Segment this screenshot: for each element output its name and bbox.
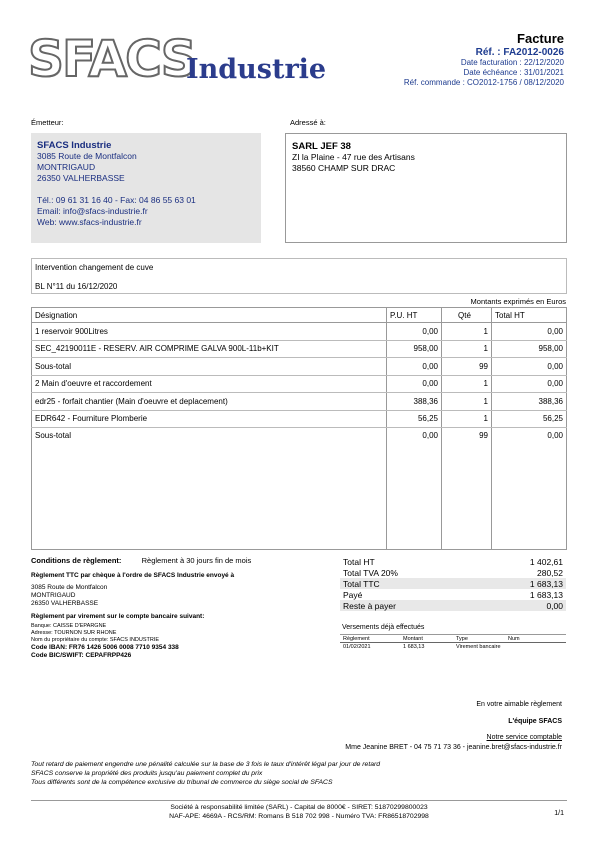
- total-value: 1 402,61: [529, 556, 563, 567]
- total-label: Total TVA 20%: [343, 567, 398, 578]
- cheque-title: Règlement TTC par chèque à l'ordre de SFACS Industrie envoyé à: [31, 572, 235, 579]
- emetteur-label: Émetteur:: [31, 118, 64, 127]
- cell-designation: edr25 - forfait chantier (Main d'oeuvre et deplacement): [32, 393, 387, 411]
- cell-qte: 1: [442, 340, 492, 358]
- vers-col-montant: Montant: [400, 635, 453, 643]
- cell-designation: SEC_42190011E - RESERV. AIR COMPRIME GALVA 900L-11b+KIT: [32, 340, 387, 358]
- cell-qte: 99: [442, 358, 492, 376]
- conditions-label: Conditions de règlement:: [31, 556, 122, 565]
- cell-qte: 99: [442, 428, 492, 550]
- ref-commande: Réf. commande : CO2012-1756 / 08/12/2020: [403, 78, 564, 87]
- cell-pu: 0,00: [387, 358, 442, 376]
- table-row: [32, 393, 567, 411]
- page-number: 1/1: [554, 810, 564, 817]
- table-row: [340, 643, 566, 651]
- banque-adresse: Adresse: TOURNON SUR RHONE: [31, 630, 117, 636]
- destinataire-name: SARL JEF 38: [292, 141, 351, 152]
- legal-line1: Tout retard de paiement engendre une pénalité calculée sur la base de 3 fois le taux d'intérêt légal par jour de retard: [31, 761, 381, 768]
- cell-total: 0,00: [492, 358, 567, 376]
- compte-proprietaire: Nom du propriétaire du compte: SFACS INDUSTRIE: [31, 637, 160, 643]
- date-facturation: Date facturation : 22/12/2020: [460, 58, 564, 67]
- signature-line1: En votre aimable règlement: [476, 701, 562, 708]
- cell-designation: Sous-total: [32, 358, 387, 376]
- conditions-value: Règlement à 30 jours fin de mois: [141, 556, 252, 565]
- cell-total: 0,00: [492, 428, 567, 550]
- col-qte: Qté: [442, 308, 492, 323]
- table-row: [32, 340, 567, 358]
- total-value: 1 683,13: [478, 578, 566, 589]
- cell-qte: 1: [442, 323, 492, 341]
- destinataire-label: Adressé à:: [290, 118, 326, 127]
- cell-designation: EDR642 - Fourniture Plomberie: [32, 410, 387, 428]
- table-row: [32, 428, 567, 550]
- total-label: Total HT: [343, 556, 375, 567]
- cell-qte: 1: [442, 410, 492, 428]
- totals-row: [340, 556, 566, 567]
- total-label: Payé: [343, 589, 363, 600]
- cell-total: 0,00: [492, 323, 567, 341]
- vers-cell: 01/02/2021: [343, 643, 371, 650]
- footer-line2: NAF-APE: 4669A - RCS/RM: Romans B 518 702 998 - Numéro TVA: FR86518702998: [169, 813, 429, 820]
- emetteur-address1: 3085 Route de Montfalcon: [37, 151, 137, 161]
- vers-cell: 1 683,13: [403, 643, 425, 650]
- footer-line1: Société à responsabilité limitée (SARL) - Capital de 8000€ - SIRET: 51870299800023: [170, 804, 428, 811]
- destinataire-box: [285, 133, 567, 243]
- date-echeance: Date échéance : 31/01/2021: [463, 68, 564, 77]
- emetteur-box: [31, 133, 261, 243]
- totals-table: [340, 556, 566, 611]
- cell-total: 388,36: [492, 393, 567, 411]
- legal-line3: Tous différents sont de la compétence exclusive du tribunal de commerce du siège social de SFACS: [31, 779, 333, 786]
- signature-line3: Notre service comptable: [486, 734, 562, 741]
- cell-pu: 0,00: [387, 323, 442, 341]
- invoice-header: [404, 31, 564, 88]
- payment-conditions: [31, 557, 301, 660]
- emetteur-tel: Tél.: 09 61 31 16 40 - Fax: 04 86 55 63 01: [37, 195, 196, 205]
- montants-note: Montants exprimés en Euros: [470, 297, 566, 306]
- cheque-addr1: 3085 Route de Montfalcon: [31, 584, 108, 591]
- total-label: Reste à payer: [340, 600, 478, 611]
- versements-header-row: [340, 635, 566, 643]
- page-footer: [31, 800, 567, 821]
- emetteur-address2: MONTRIGAUD: [37, 162, 96, 172]
- cell-qte: 1: [442, 393, 492, 411]
- intervention-line2: BL N°11 du 16/12/2020: [35, 282, 118, 291]
- cheque-addr2: MONTRIGAUD: [31, 592, 76, 599]
- intervention-line1: Intervention changement de cuve: [35, 263, 154, 272]
- cell-pu: 388,36: [387, 393, 442, 411]
- col-total-ht: Total HT: [492, 308, 567, 323]
- totals-row: [340, 600, 566, 611]
- invoice-ref: Réf. : FA2012-0026: [475, 47, 564, 58]
- table-row: [32, 375, 567, 393]
- vers-cell: Virement bancaire: [456, 643, 501, 650]
- cell-pu: 958,00: [387, 340, 442, 358]
- logo-text-sfacs: SFACS: [28, 30, 195, 88]
- total-label: Total TTC: [340, 578, 478, 589]
- versements-table: [340, 634, 566, 651]
- iban: Code IBAN: FR76 1426 5006 0008 7710 9354 338: [31, 644, 179, 651]
- emetteur-address3: 26350 VALHERBASSE: [37, 173, 125, 183]
- col-pu-ht: P.U. HT: [387, 308, 442, 323]
- vers-col-num: Num: [505, 635, 566, 643]
- totals-row: [340, 578, 566, 589]
- total-value: 280,52: [537, 567, 563, 578]
- cheque-addr3: 26350 VALHERBASSE: [31, 600, 99, 607]
- vers-col-type: Type: [453, 635, 505, 643]
- total-value: 1 683,13: [529, 589, 563, 600]
- intervention-box: [31, 258, 567, 294]
- totals-row: [340, 589, 566, 600]
- cell-total: 0,00: [492, 375, 567, 393]
- destinataire-address2: 38560 CHAMP SUR DRAC: [292, 163, 396, 173]
- cell-total: 958,00: [492, 340, 567, 358]
- table-row: [32, 323, 567, 341]
- invoice-title: Facture: [517, 31, 564, 46]
- destinataire-address1: ZI la Plaine - 47 rue des Artisans: [292, 152, 415, 162]
- legal-line2: SFACS conserve la propriété des produits jusqu'au paiement complet du prix: [31, 770, 263, 777]
- emetteur-web: Web: www.sfacs-industrie.fr: [37, 217, 142, 227]
- signature-line4: Mme Jeanine BRET - 04 75 71 73 36 - jeanine.bret@sfacs-industrie.fr: [345, 744, 562, 751]
- emetteur-email: Email: info@sfacs-industrie.fr: [37, 206, 148, 216]
- cell-qte: 1: [442, 375, 492, 393]
- totals-row: [340, 567, 566, 578]
- table-row: [32, 410, 567, 428]
- vers-cell: [505, 643, 566, 651]
- items-table: [31, 307, 567, 550]
- cell-designation: 1 reservoir 900Litres: [32, 323, 387, 341]
- logo-text-industrie: Industrie: [186, 54, 327, 85]
- cell-pu: 56,25: [387, 410, 442, 428]
- vers-col-reglement: Règlement: [340, 635, 400, 643]
- banque: Banque: CAISSE D'EPARGNE: [31, 623, 107, 629]
- cell-designation: Sous-total: [32, 428, 387, 550]
- cell-pu: 0,00: [387, 428, 442, 550]
- legal-notice: [31, 760, 380, 787]
- table-row: [32, 358, 567, 376]
- total-value: 0,00: [478, 600, 566, 611]
- cell-total: 56,25: [492, 410, 567, 428]
- items-header-row: [32, 308, 567, 323]
- bic: Code BIC/SWIFT: CEPAFRPP426: [31, 652, 132, 659]
- cell-pu: 0,00: [387, 375, 442, 393]
- versements-title: Versements déjà effectués: [342, 624, 425, 631]
- virement-title: Règlement par virement sur le compte bancaire suivant:: [31, 613, 205, 620]
- col-designation: Désignation: [32, 308, 387, 323]
- emetteur-name: SFACS Industrie: [37, 140, 112, 151]
- signature-line2: L'équipe SFACS: [508, 718, 562, 725]
- cell-designation: 2 Main d'oeuvre et raccordement: [32, 375, 387, 393]
- company-logo: [28, 30, 327, 88]
